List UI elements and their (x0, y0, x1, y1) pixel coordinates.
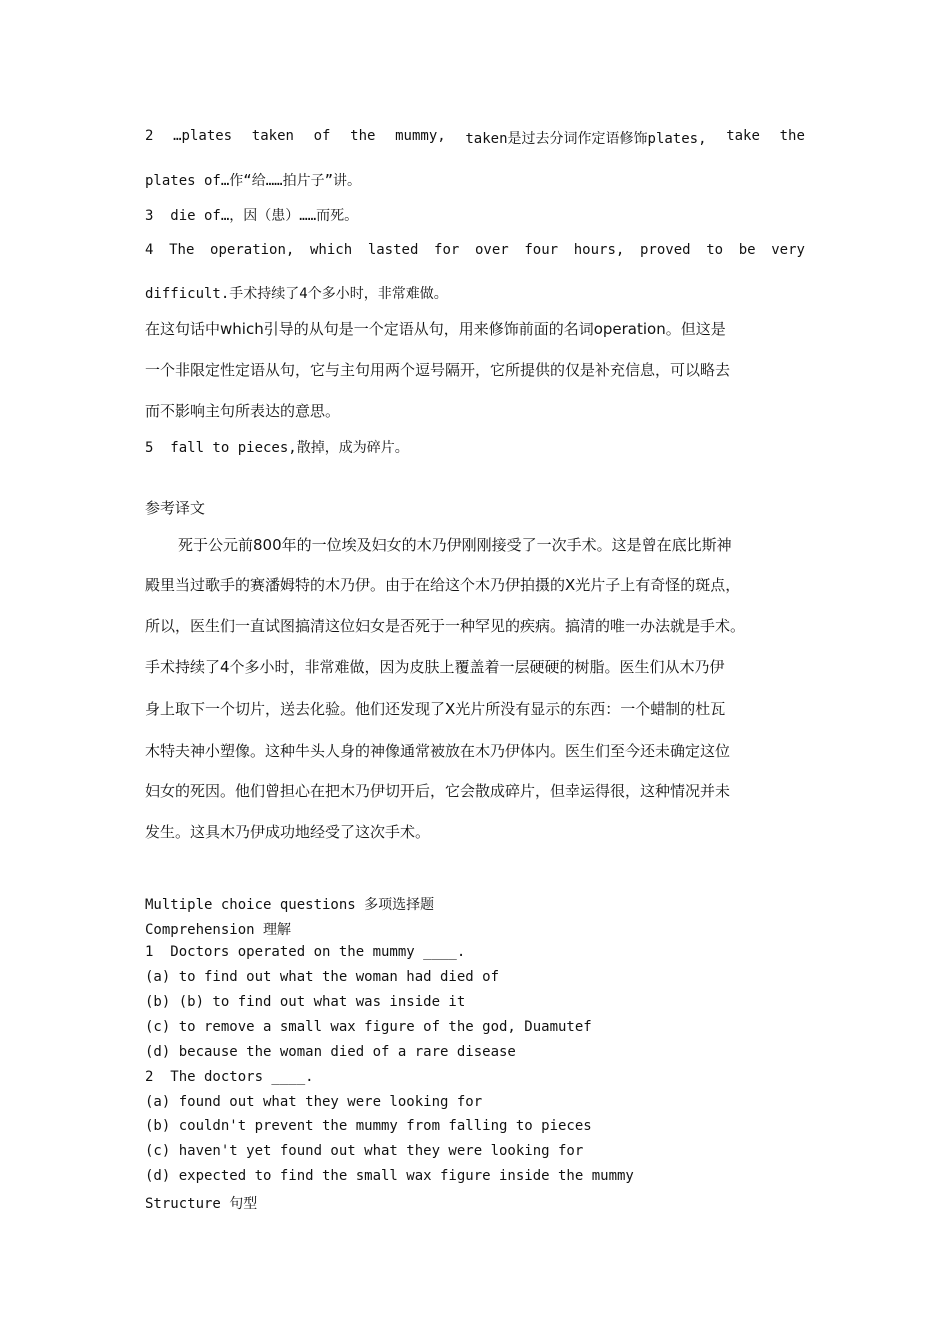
word: taken (251, 128, 294, 144)
word: operation, (210, 242, 295, 258)
word: …plates (173, 128, 233, 144)
note-4-explanation-2: 一个非限定性定语从句，它与主句用两个逗号隔开，它所提供的仅是补充信息，可以略去 (145, 361, 731, 379)
translation-line: 殿里当过歌手的赛潘姆特的木乃伊。由于在给这个木乃伊拍摄的X光片子上有奇怪的斑点， (145, 576, 741, 594)
note-3: 3 die of…，因（患）……而死。 (145, 208, 359, 224)
translation-line: 手术持续了4个多小时，非常难做，因为皮肤上覆盖着一层硬硬的树脂。医生们从木乃伊 (145, 658, 725, 676)
option-2a: (a) found out what they were looking for (145, 1094, 483, 1110)
option-1a: (a) to find out what the woman had died of (145, 969, 500, 985)
note-4-explanation-1: 在这句话中which引导的从句是一个定语从句，用来修饰前面的名词operation。但这是 (145, 320, 726, 338)
note-2-line-1 (145, 128, 805, 148)
option-1b: (b) (b) to find out what was inside it (145, 994, 466, 1010)
word: very (771, 242, 805, 258)
word: hours, (573, 242, 625, 258)
note-2-line-2: plates of…作“给……拍片子”讲。 (145, 173, 362, 189)
word: mummy, (395, 128, 446, 144)
word: the (779, 128, 805, 144)
note-5: 5 fall to pieces,散掉，成为碎片。 (145, 440, 409, 456)
option-1c: (c) to remove a small wax figure of the god, Duamutef (145, 1019, 592, 1035)
structure-heading: Structure 句型 (145, 1196, 258, 1212)
question-1: 1 Doctors operated on the mummy ____. (145, 944, 466, 960)
word: the (350, 128, 376, 144)
note-4-explanation-3: 而不影响主句所表达的意思。 (145, 402, 341, 420)
word: for (434, 242, 460, 258)
word: 4 (145, 242, 154, 258)
comprehension-heading: Comprehension 理解 (145, 922, 292, 938)
option-1d: (d) because the woman died of a rare disease (145, 1044, 516, 1060)
translation-heading: 参考译文 (145, 499, 206, 517)
translation-line: 发生。这具木乃伊成功地经受了这次手术。 (145, 823, 431, 841)
question-2: 2 The doctors ____. (145, 1069, 314, 1085)
option-2d: (d) expected to find the small wax figure inside the mummy (145, 1168, 634, 1184)
word: take (726, 128, 760, 144)
word: to (706, 242, 724, 258)
word: which (310, 242, 353, 258)
translation-line: 木特夫神小塑像。这种牛头人身的神像通常被放在木乃伊体内。医生们至今还未确定这位 (145, 742, 731, 760)
word: proved (639, 242, 691, 258)
exercises-title: Multiple choice questions 多项选择题 (145, 897, 435, 913)
translation-line: 死于公元前800年的一位埃及妇女的木乃伊刚刚接受了一次手术。这是曾在底比斯神 (178, 536, 732, 554)
option-2b: (b) couldn't prevent the mummy from falling to pieces (145, 1118, 592, 1134)
word: taken是过去分词作定语修饰plates, (465, 131, 707, 147)
note-4-line-2: difficult.手术持续了4个多小时，非常难做。 (145, 286, 448, 302)
translation-line: 所以，医生们一直试图搞清这位妇女是否死于一种罕见的疾病。搞清的唯一办法就是手术。 (145, 617, 746, 635)
word: 2 (145, 128, 154, 144)
translation-line: 身上取下一个切片，送去化验。他们还发现了X光片所没有显示的东西：一个蜡制的杜瓦 (145, 700, 726, 718)
word: of (313, 128, 331, 144)
translation-line: 妇女的死因。他们曾担心在把木乃伊切开后，它会散成碎片，但幸运得很，这种情况并未 (145, 782, 731, 800)
word: lasted (367, 242, 419, 258)
word: The (169, 242, 195, 258)
note-4-line-1 (145, 242, 805, 258)
word: four (524, 242, 559, 258)
word: be (738, 242, 756, 258)
word: over (475, 242, 509, 258)
option-2c: (c) haven't yet found out what they were looking for (145, 1143, 584, 1159)
